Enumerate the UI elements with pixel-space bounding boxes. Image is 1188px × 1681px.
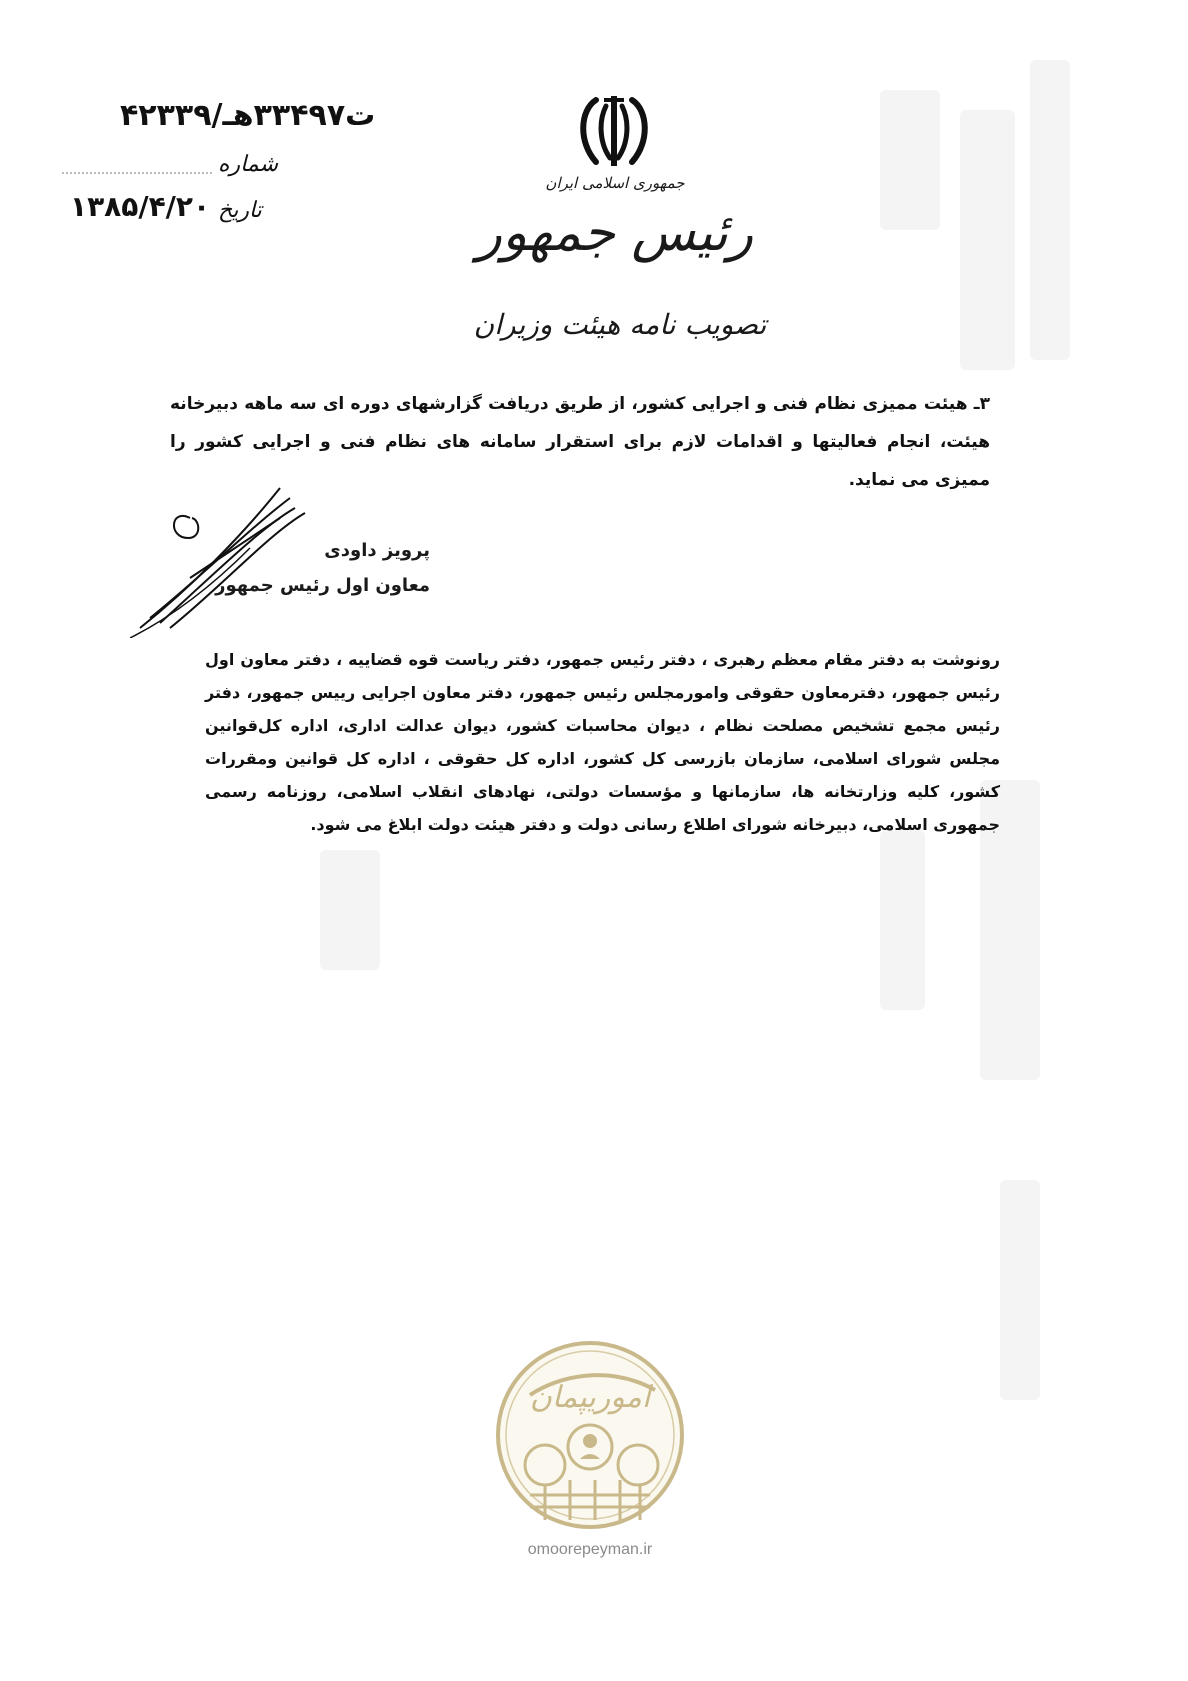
watermark-stroke <box>880 830 925 1010</box>
document-type-title: تصویب نامه هیئت وزیران <box>473 308 767 341</box>
watermark-stroke <box>1000 1180 1040 1400</box>
date-value: ۱۳۸۵/۴/۲۰ <box>70 190 211 223</box>
watermark-stroke <box>960 110 1015 370</box>
website-url: omoorepeyman.ir <box>527 1541 653 1558</box>
stamp-text: اموریپمان <box>529 1380 651 1415</box>
republic-title: جمهوری اسلامی ایران <box>545 174 685 192</box>
watermark-stroke <box>880 90 940 230</box>
signer-title: معاون اول رئیس جمهور <box>215 575 430 596</box>
reference-number: ۴۲۳۳۹/ت۳۳۴۹۷هـ <box>120 98 376 133</box>
number-label: شماره <box>218 152 279 177</box>
iran-emblem-icon <box>566 92 662 172</box>
president-title: رئیس جمهور <box>476 203 754 263</box>
watermark-stroke <box>1030 60 1070 360</box>
signature-icon <box>130 478 310 638</box>
resolution-paragraph: ۳ـ هیئت ممیزی نظام فنی و اجرایی کشور، از طریق دریافت گزارشهای دوره ای سه ماهه دبیرخانه هیئت، انجام فعالیتها و اقدامات لازم برای استقرار سامانه های نظام فنی و اجرایی کشور را ممیزی می نماید. <box>170 394 990 490</box>
stamp-logo <box>490 1335 690 1535</box>
distribution-list: رونوشت به دفتر مقام معظم رهبری ، دفتر رئیس جمهور، دفتر ریاست قوه قضاییه ، دفتر معاون اول رئیس جمهور، دفترمعاون حقوقی وامورمجلس رئیس جمهور، دفتر معاون اجرایی رییس جمهور، دفتر رئیس مجمع تشخیص مصلحت نظام ، دیوان محاسبات کشور، دیوان عدالت اداری، اداره کل‌قوانین مجلس شورای اسلامی، سازمان بازرسی کل کشور، اداره کل حقوقی ، اداره کل قوانین ومقررات کشور، کلیه وزارتخانه ها، سازمانها و مؤسسات دولتی، نهادهای انقلاب اسلامی، روزنامه رسمی جمهوری اسلامی، دبیرخانه شورای اطلاع رسانی دولت و دفتر هیئت دولت ابلاغ می شود. <box>205 650 1000 834</box>
signer-name: پرویز داودی <box>324 540 430 561</box>
dotted-line <box>62 172 212 174</box>
watermark-stroke <box>320 850 380 970</box>
date-label: تاریخ <box>218 198 262 223</box>
